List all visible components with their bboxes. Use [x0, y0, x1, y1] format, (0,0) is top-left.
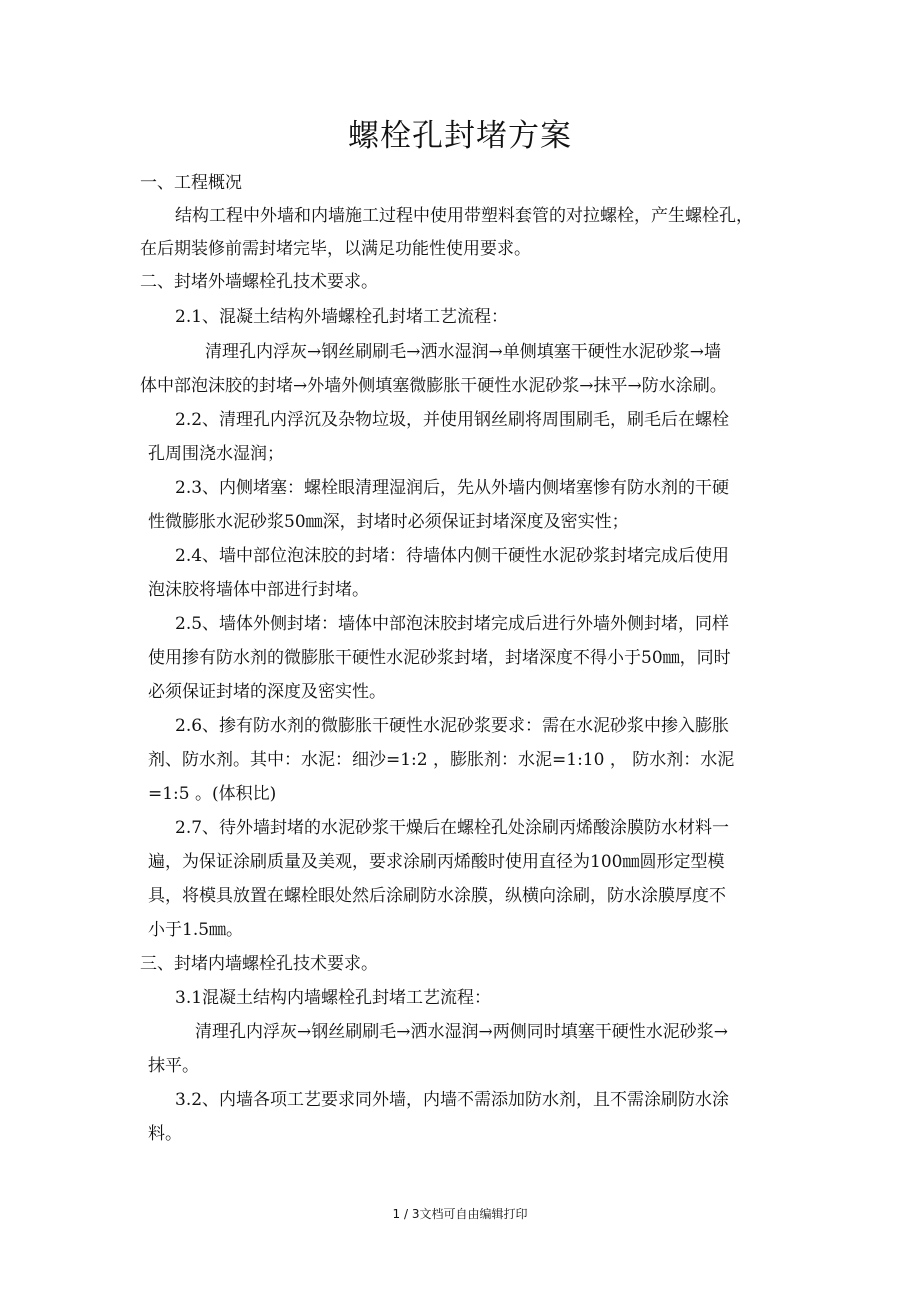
- paragraph-line: 2.4、墙中部位泡沫胶的封堵：待墙体内侧干硬性水泥砂浆封堵完成后使用: [175, 546, 730, 566]
- section-heading-3: 三、封堵内墙螺栓孔技术要求。: [140, 954, 378, 974]
- paragraph-line: 具，将模具放置在螺栓眼处然后涂刷防水涂膜，纵横向涂刷，防水涂膜厚度不: [148, 886, 726, 906]
- section-heading-1: 一、工程概况: [140, 173, 242, 193]
- paragraph-line: 遍，为保证涂刷质量及美观，要求涂刷丙烯酸时使用直径为100㎜圆形定型模: [148, 852, 725, 872]
- paragraph-line: 在后期装修前需封堵完毕，以满足功能性使用要求。: [140, 239, 531, 259]
- section-heading-2: 二、封堵外墙螺栓孔技术要求。: [140, 272, 378, 292]
- document-title: 螺栓孔封堵方案: [348, 118, 572, 154]
- paragraph-line: 性微膨胀水泥砂浆50㎜深，封堵时必须保证封堵深度及密实性；: [148, 512, 629, 532]
- paragraph-line: 清理孔内浮灰→钢丝刷刷毛→洒水湿润→两侧同时填塞干硬性水泥砂浆→: [195, 1022, 728, 1042]
- paragraph-line: =1:5 。(体积比): [148, 784, 277, 804]
- paragraph-line: 孔周围浇水湿润；: [148, 444, 284, 464]
- paragraph-line: 2.6、掺有防水剂的微膨胀干硬性水泥砂浆要求：需在水泥砂浆中掺入膨胀: [175, 716, 730, 736]
- paragraph-line: 抹平。: [148, 1056, 199, 1076]
- paragraph-line: 2.2、清理孔内浮沉及杂物垃圾，并使用钢丝刷将周围刷毛，刷毛后在螺栓: [175, 410, 730, 430]
- paragraph-line: 料。: [148, 1124, 182, 1144]
- paragraph-line: 2.3、内侧堵塞：螺栓眼清理湿润后，先从外墙内侧堵塞惨有防水剂的干硬: [175, 478, 730, 498]
- paragraph-line: 2.7、待外墙封堵的水泥砂浆干燥后在螺栓孔处涂刷丙烯酸涂膜防水材料一: [175, 818, 730, 838]
- paragraph-line: 2.5、墙体外侧封堵：墙体中部泡沫胶封堵完成后进行外墙外侧封堵，同样: [175, 614, 730, 634]
- paragraph-line: 结构工程中外墙和内墙施工过程中使用带塑料套管的对拉螺栓，产生螺栓孔，: [175, 206, 753, 226]
- paragraph-line: 泡沫胶将墙体中部进行封堵。: [148, 580, 369, 600]
- paragraph-line: 使用掺有防水剂的微膨胀干硬性水泥砂浆封堵，封堵深度不得小于50㎜，同时: [148, 648, 731, 668]
- paragraph-line: 清理孔内浮灰→钢丝刷刷毛→洒水湿润→单侧填塞干硬性水泥砂浆→墙: [205, 342, 721, 362]
- paragraph-line: 必须保证封堵的深度及密实性。: [148, 682, 386, 702]
- page-footer: 1 / 3文档可自由编辑打印: [392, 1207, 528, 1221]
- subsection-heading: 2.1、混凝土结构外墙螺栓孔封堵工艺流程：: [175, 307, 509, 327]
- paragraph-line: 3.2、内墙各项工艺要求同外墙，内墙不需添加防水剂，且不需涂刷防水涂: [175, 1090, 730, 1110]
- paragraph-line: 小于1.5㎜。: [148, 920, 244, 940]
- subsection-heading: 3.1混凝土结构内墙螺栓孔封堵工艺流程：: [175, 988, 492, 1008]
- paragraph-line: 体中部泡沫胶的封堵→外墙外侧填塞微膨胀干硬性水泥砂浆→抹平→防水涂刷。: [140, 376, 727, 396]
- paragraph-line: 剂、防水剂。其中：水泥：细沙=1:2 ，膨胀剂：水泥=1:10 ， 防水剂：水泥: [148, 750, 735, 770]
